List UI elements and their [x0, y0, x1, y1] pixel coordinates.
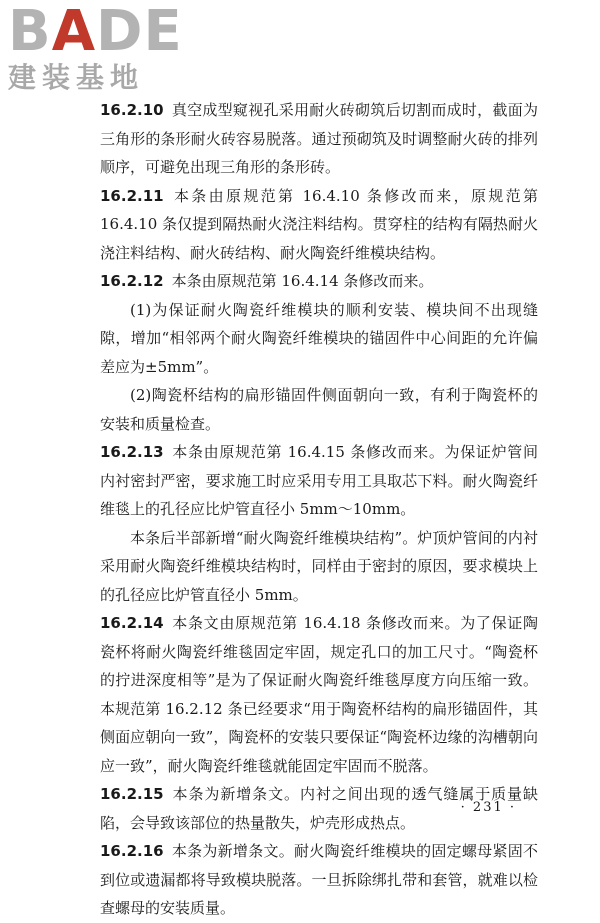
page-number: · 231 · — [460, 800, 516, 815]
clause-text: 本条为新增条文。耐火陶瓷纤维模块的固定螺母紧固不到位或遗漏都将导致模块脱落。一旦拆除绑扎带和套管，就难以检查螺母的安装质量。 — [100, 842, 538, 917]
clause-paragraph — [100, 524, 538, 610]
watermark-latin-accent: A — [51, 0, 97, 64]
clause-paragraph — [100, 96, 538, 182]
clause-text: 本条由原规范第 16.4.15 条修改而来。为保证炉管间内衬密封严密，要求施工时应采用专用工具取芯下料。耐火陶瓷纤维毯上的孔径应比炉管直径小 5mm～10mm。 — [100, 443, 538, 518]
clause-paragraph — [100, 837, 538, 923]
clause-text: 本条为新增条文。内衬之间出现的透气缝属于质量缺陷，会导致该部位的热量散失，炉壳形成热点。 — [100, 785, 538, 832]
watermark-latin-prefix: B — [8, 0, 52, 64]
clause-text: 本条由原规范第 16.4.14 条修改而来。 — [171, 272, 434, 290]
clause-number: 16.2.11 — [100, 186, 164, 205]
clause-paragraph — [100, 182, 538, 268]
clause-number: 16.2.14 — [100, 614, 164, 632]
clause-text: 真空成型窥视孔采用耐火砖砌筑后切割而成时，截面为三角形的条形耐火砖容易脱落。通过预砌筑及时调整耐火砖的排列顺序，可避免出现三角形的条形砖。 — [100, 101, 538, 176]
clause-text: 本条文由原规范第 16.4.18 条修改而来。为了保证陶瓷杯将耐火陶瓷纤维毯固定牢固，规定孔口的加工尺寸。“陶瓷杯的拧进深度相等”是为了保证耐火陶瓷纤维毯厚度方向压缩一致。本规范第 16.2.12 条已经要求“用于陶瓷杯结构的扁形锚固件，其侧面应朝向一致”，陶瓷杯的安装只要保证“陶瓷杯边缘的沟槽朝向应一致”，耐火陶瓷纤维毯就能固定牢固而不脱落。 — [100, 614, 538, 775]
clause-number: 16.2.15 — [100, 785, 164, 803]
bade-watermark-logo — [8, 0, 183, 96]
clause-paragraph — [100, 296, 538, 382]
clause-paragraph — [100, 267, 538, 296]
clause-paragraph — [100, 438, 538, 524]
clause-text: 本条由原规范第 16.4.10 条修改而来，原规范第 16.4.10 条仅提到隔热耐火浇注料结构。贯穿柱的结构有隔热耐火浇注料结构、耐火砖结构、耐火陶瓷纤维模块结构。 — [100, 186, 538, 262]
clause-number: 16.2.10 — [100, 101, 164, 119]
clause-text: 本条后半部新增“耐火陶瓷纤维模块结构”。炉顶炉管间的内衬采用耐火陶瓷纤维模块结构时，同样由于密封的原因，要求模块上的孔径应比炉管直径小 5mm。 — [100, 528, 538, 604]
clause-number: 16.2.13 — [100, 443, 164, 461]
clause-text: (1)为保证耐火陶瓷纤维模块的顺利安装、模块间不出现缝隙，增加“相邻两个耐火陶瓷纤维模块的锚固件中心间距的允许偏差应为±5mm”。 — [100, 300, 538, 376]
clause-number: 16.2.16 — [100, 842, 164, 860]
document-body — [100, 96, 538, 923]
watermark-latin-suffix: DE — [96, 0, 183, 64]
clause-text: (2)陶瓷杯结构的扁形锚固件侧面朝向一致，有利于陶瓷杯的安装和质量检查。 — [100, 386, 538, 433]
clause-paragraph — [100, 609, 538, 780]
clause-paragraph — [100, 381, 538, 438]
watermark-chinese-text: 建装基地 — [8, 61, 145, 94]
watermark-latin-text — [8, 0, 183, 64]
clause-number: 16.2.12 — [100, 272, 164, 290]
